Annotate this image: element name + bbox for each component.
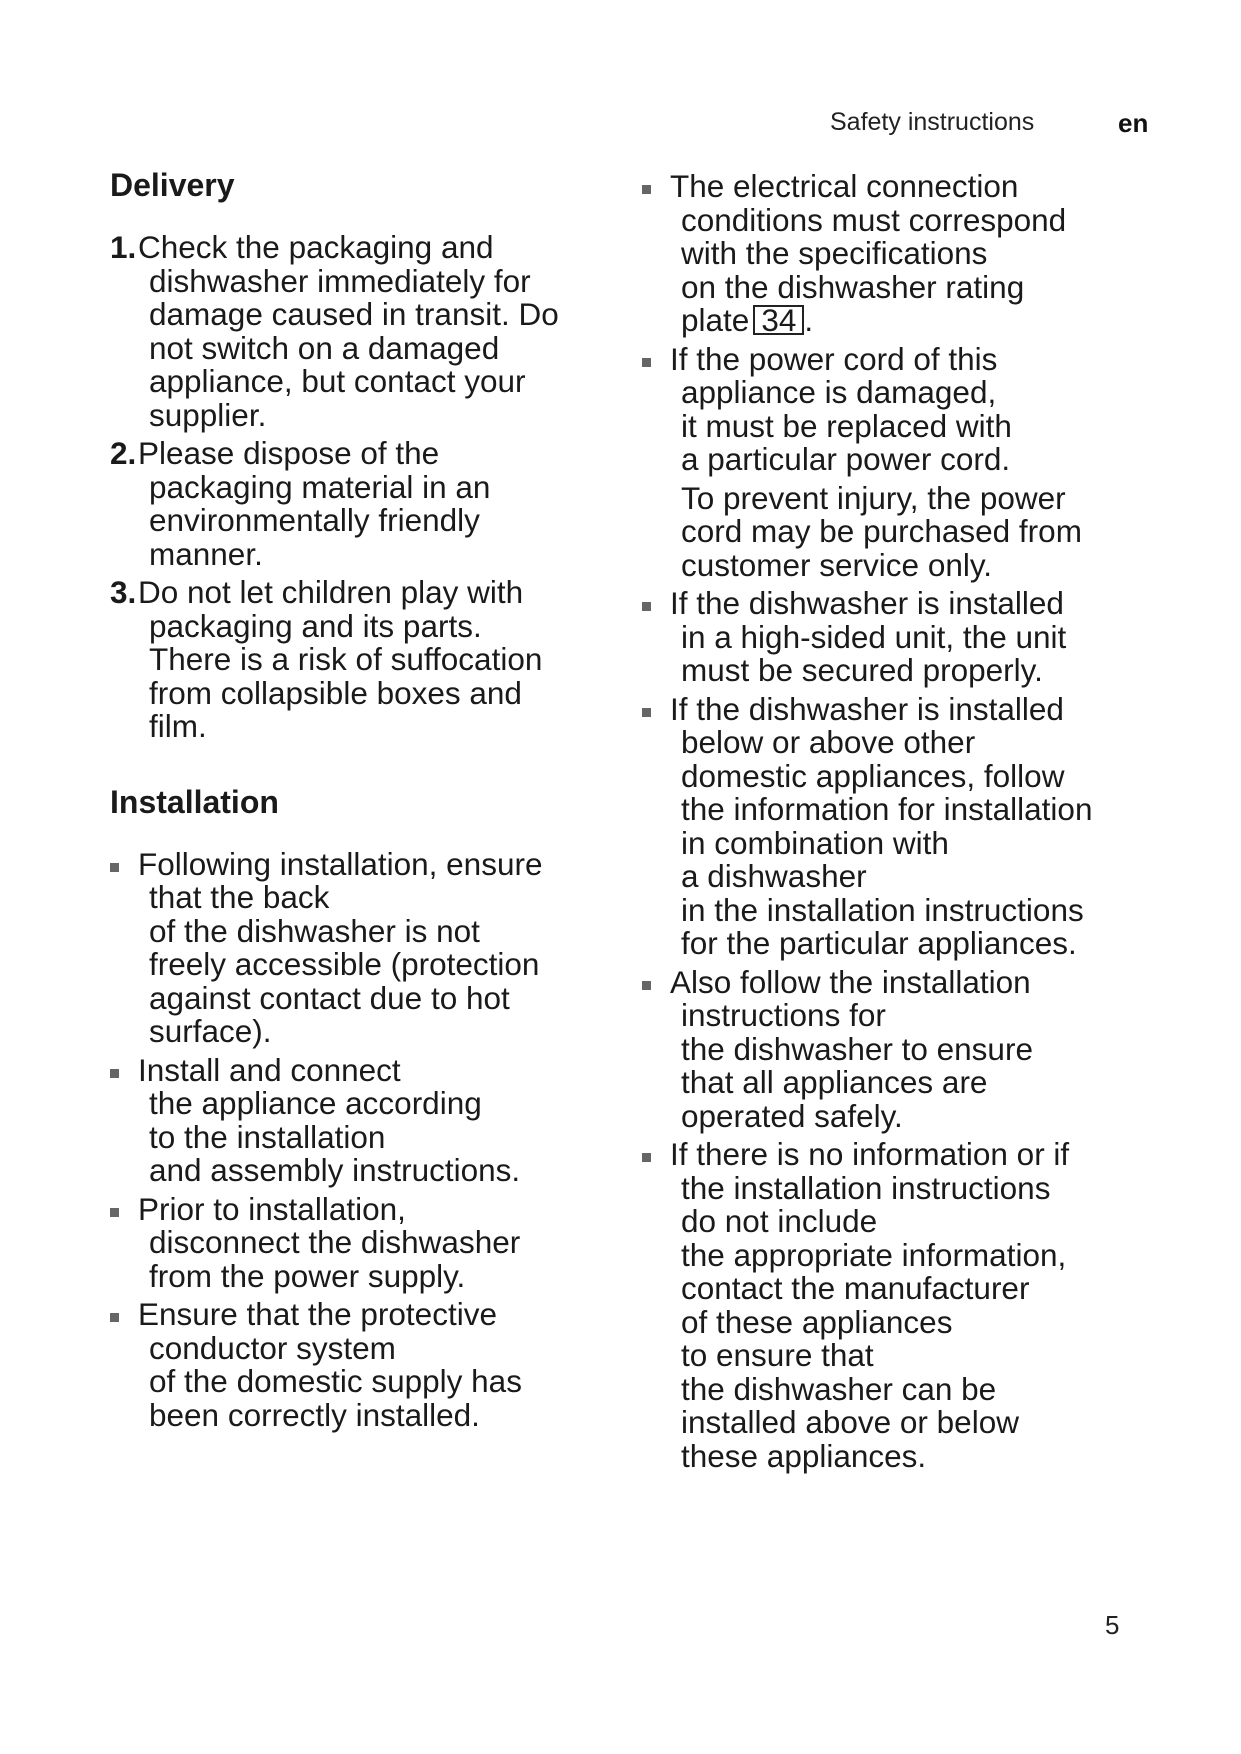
text-line: from the power supply. (149, 1257, 466, 1294)
text-line: the information for installation (681, 791, 1093, 827)
text-line: and assembly instructions. (149, 1152, 521, 1188)
text-line: manner. (149, 535, 263, 572)
text-line: it must be replaced with (681, 407, 1012, 444)
text-line: Install and connect (138, 1051, 401, 1088)
text-fragment: plate (681, 302, 750, 338)
text-line: to ensure that (681, 1337, 874, 1373)
text-line: disconnect the dishwasher (149, 1224, 521, 1260)
square-bullet-icon (110, 1208, 119, 1217)
text-line: The electrical connection (670, 168, 1019, 204)
installation-bullet-2 (110, 1051, 620, 1188)
text-line: in the installation instructions (681, 891, 1084, 928)
delivery-heading: Delivery (110, 167, 235, 203)
installation-heading: Installation (110, 783, 279, 820)
text-line: surface). (149, 1013, 272, 1049)
page-number: 5 (1105, 1610, 1120, 1640)
text-line: been correctly installed. (149, 1396, 480, 1433)
running-header-title: Safety instructions (830, 108, 1035, 136)
text-line: conditions must correspond (681, 201, 1067, 238)
text-line: of the dishwasher is not (149, 912, 480, 949)
text-line: packaging and its parts. (149, 607, 482, 644)
text-line: If there is no information or if (670, 1136, 1070, 1172)
text-line: appliance is damaged, (681, 374, 997, 410)
text-line: Do not let children play with (138, 574, 524, 610)
text-line: Please dispose of the (138, 435, 440, 471)
text-line: Also follow the installation (670, 963, 1031, 1000)
text-line: for the particular appliances. (681, 925, 1077, 961)
text-line: customer service only. (681, 546, 993, 583)
text-line: installed above or below (681, 1404, 1019, 1440)
text-line: in combination with (681, 824, 949, 861)
square-bullet-icon (642, 708, 651, 717)
delivery-step-2 (110, 437, 620, 571)
step-number: 3. (110, 574, 137, 610)
text-line: on the dishwasher rating (681, 268, 1025, 305)
rating-plate-reference: 34 (753, 305, 804, 335)
delivery-step-3 (110, 576, 620, 744)
text-line: freely accessible (protection (149, 946, 540, 982)
text-line: a particular power cord. (681, 441, 1011, 477)
language-code: en (1118, 108, 1149, 138)
step-number: 2. (110, 435, 137, 471)
text-line: do not include (681, 1203, 878, 1239)
text-line: dishwasher immediately for (149, 262, 531, 299)
text-line: environmentally friendly (149, 502, 480, 538)
square-bullet-icon (642, 185, 651, 194)
text-line: to the installation (149, 1118, 386, 1155)
text-line: from collapsible boxes and (149, 674, 522, 711)
text-line: domestic appliances, follow (681, 757, 1065, 794)
text-line: Following installation, ensure (138, 845, 543, 882)
right-column (642, 170, 1152, 1478)
text-line: Prior to installation, (138, 1190, 406, 1227)
text-line: conductor system (149, 1329, 396, 1366)
text-line: damage caused in transit. Do (149, 296, 559, 332)
text-line: To prevent injury, the power (681, 479, 1066, 516)
text-line: the appropriate information, (681, 1236, 1067, 1273)
text-fragment: . (804, 302, 814, 338)
text-line: the installation instructions (681, 1169, 1051, 1206)
square-bullet-icon (642, 602, 651, 611)
text-line: appliance, but contact your (149, 363, 526, 399)
text-line: below or above other (681, 724, 976, 760)
square-bullet-icon (642, 1153, 651, 1162)
text-line: instructions for (681, 997, 886, 1033)
text-line: packaging material in an (149, 468, 491, 505)
text-line: in a high-sided unit, the unit (681, 618, 1067, 655)
installation-bullet-4 (110, 1298, 620, 1432)
text-line: the appliance according (149, 1085, 482, 1121)
square-bullet-icon (110, 1313, 119, 1322)
text-line: of these appliances (681, 1303, 953, 1340)
safety-bullet-combination (642, 690, 1152, 961)
square-bullet-icon (642, 358, 651, 367)
text-line: contact the manufacturer (681, 1270, 1030, 1306)
delivery-step-1 (110, 231, 620, 432)
text-line: not switch on a damaged (149, 329, 500, 366)
text-line: that the back (149, 879, 330, 915)
text-line: the dishwasher can be (681, 1370, 997, 1407)
text-line: that all appliances are (681, 1064, 988, 1100)
text-line: must be secured properly. (681, 652, 1043, 688)
text-line-with-reference (681, 304, 1152, 338)
text-line: cord may be purchased from (681, 513, 1082, 549)
safety-bullet-follow-instructions (642, 963, 1152, 1134)
safety-bullet-power-cord (642, 340, 1152, 583)
text-line: film. (149, 708, 207, 744)
text-line: Check the packaging and (138, 229, 494, 265)
text-line: of the domestic supply has (149, 1363, 522, 1399)
text-line: a dishwasher (681, 858, 867, 894)
text-line: If the dishwasher is installed (670, 690, 1064, 727)
installation-bullet-3 (110, 1190, 620, 1294)
text-line: If the dishwasher is installed (670, 585, 1064, 621)
left-column (110, 165, 620, 1437)
step-number: 1. (110, 229, 137, 265)
text-line: with the specifications (681, 235, 988, 271)
square-bullet-icon (110, 1069, 119, 1078)
text-line: the dishwasher to ensure (681, 1030, 1033, 1067)
safety-bullet-electrical (642, 170, 1152, 338)
text-line: Ensure that the protective (138, 1296, 497, 1332)
text-line: If the power cord of this (670, 340, 998, 377)
text-line: operated safely. (681, 1097, 903, 1134)
installation-bullet-1 (110, 845, 620, 1049)
square-bullet-icon (642, 981, 651, 990)
safety-bullet-high-sided-unit (642, 587, 1152, 688)
text-line: supplier. (149, 396, 267, 433)
text-line: There is a risk of suffocation (149, 641, 543, 677)
text-line: these appliances. (681, 1437, 927, 1474)
text-line: against contact due to hot (149, 979, 510, 1016)
square-bullet-icon (110, 863, 119, 872)
safety-bullet-contact-manufacturer (642, 1138, 1152, 1473)
